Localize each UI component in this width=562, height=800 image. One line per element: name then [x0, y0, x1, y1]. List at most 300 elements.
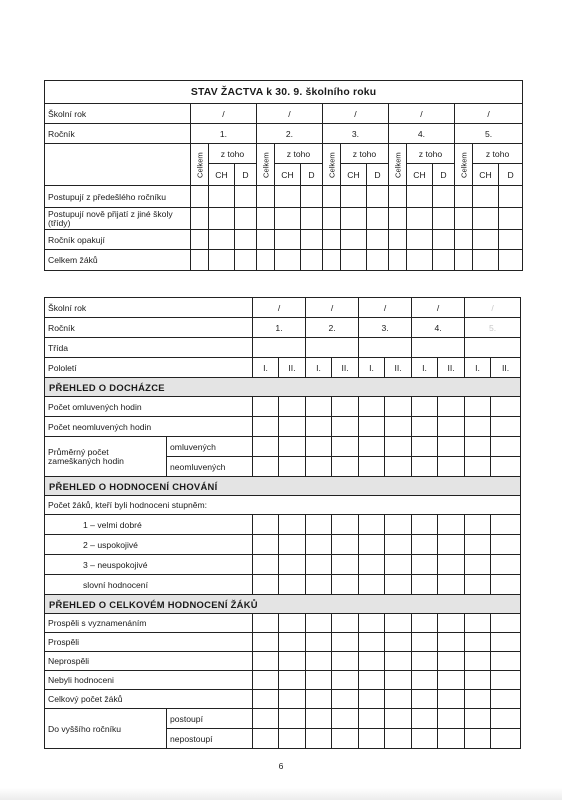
entry-cell[interactable] — [499, 250, 523, 271]
entry-cell[interactable] — [412, 457, 438, 477]
entry-cell[interactable] — [473, 208, 499, 230]
entry-cell[interactable] — [279, 633, 306, 652]
entry-cell[interactable] — [253, 515, 279, 535]
entry-cell[interactable] — [359, 535, 385, 555]
school-year-cell[interactable]: / — [253, 298, 306, 318]
entry-cell[interactable] — [385, 633, 412, 652]
entry-cell[interactable] — [359, 729, 385, 749]
entry-cell[interactable] — [253, 555, 279, 575]
entry-cell[interactable] — [407, 250, 433, 271]
entry-cell[interactable] — [385, 417, 412, 437]
entry-cell[interactable] — [438, 417, 465, 437]
entry-cell[interactable] — [385, 535, 412, 555]
entry-cell[interactable] — [433, 186, 455, 208]
entry-cell[interactable] — [306, 457, 332, 477]
entry-cell[interactable] — [359, 397, 385, 417]
entry-cell[interactable] — [341, 208, 367, 230]
grade-header: 1. — [253, 318, 306, 338]
entry-cell[interactable] — [257, 186, 275, 208]
entry-cell[interactable] — [279, 515, 306, 535]
ch-header: CH — [209, 164, 235, 186]
row-label: Celkový počet žáků — [45, 690, 253, 709]
entry-cell[interactable] — [306, 555, 332, 575]
entry-cell[interactable] — [455, 250, 473, 271]
row-label: Neprospěli — [45, 652, 253, 671]
entry-cell[interactable] — [491, 729, 521, 749]
entry-cell[interactable] — [412, 515, 438, 535]
entry-cell[interactable] — [275, 250, 301, 271]
entry-cell[interactable] — [332, 457, 359, 477]
entry-cell[interactable] — [438, 709, 465, 729]
entry-cell[interactable] — [385, 614, 412, 633]
entry-cell[interactable] — [438, 575, 465, 595]
entry-cell[interactable] — [367, 250, 389, 271]
grade-header: 3. — [359, 318, 412, 338]
entry-cell[interactable] — [465, 457, 491, 477]
ch-header: CH — [275, 164, 301, 186]
entry-cell[interactable] — [306, 614, 332, 633]
entry-cell[interactable] — [209, 208, 235, 230]
semester-i: I. — [412, 358, 438, 378]
entry-cell[interactable] — [491, 397, 521, 417]
entry-cell[interactable] — [235, 186, 257, 208]
page-edge-shadow — [0, 788, 562, 800]
entry-cell[interactable] — [465, 555, 491, 575]
entry-cell[interactable] — [465, 729, 491, 749]
entry-cell[interactable] — [389, 186, 407, 208]
entry-cell[interactable] — [465, 535, 491, 555]
row-label: Postupují nově přijatí z jiné školy (třídy) — [45, 208, 191, 230]
header-blank — [45, 144, 191, 186]
ch-header: CH — [341, 164, 367, 186]
entry-cell[interactable] — [433, 208, 455, 230]
d-header: D — [301, 164, 323, 186]
entry-cell[interactable] — [385, 575, 412, 595]
entry-cell[interactable] — [275, 208, 301, 230]
entry-cell[interactable] — [306, 690, 332, 709]
grade-label: Ročník — [45, 124, 191, 144]
row-sublabel: postoupí — [167, 709, 253, 729]
grade-header: 2. — [257, 124, 323, 144]
d-header: D — [433, 164, 455, 186]
entry-cell[interactable] — [332, 535, 359, 555]
entry-cell[interactable] — [499, 208, 523, 230]
entry-cell[interactable] — [499, 230, 523, 250]
entry-cell[interactable] — [253, 614, 279, 633]
entry-cell[interactable] — [279, 671, 306, 690]
school-year-cell[interactable]: / — [412, 298, 465, 318]
entry-cell[interactable] — [491, 555, 521, 575]
entry-cell[interactable] — [332, 633, 359, 652]
entry-cell[interactable] — [438, 397, 465, 417]
entry-cell[interactable] — [279, 652, 306, 671]
entry-cell[interactable] — [209, 250, 235, 271]
entry-cell[interactable] — [473, 250, 499, 271]
entry-cell[interactable] — [438, 652, 465, 671]
row-label: Postupují z předešlého ročníku — [45, 186, 191, 208]
entry-cell[interactable] — [465, 652, 491, 671]
celkem-header: Celkem — [257, 144, 275, 186]
row-label: Celkem žáků — [45, 250, 191, 271]
entry-cell[interactable] — [253, 729, 279, 749]
semester-ii: II. — [279, 358, 306, 378]
semester-i: I. — [465, 358, 491, 378]
semester-i: I. — [306, 358, 332, 378]
entry-cell[interactable] — [407, 186, 433, 208]
report-overview-table — [44, 297, 521, 749]
entry-cell[interactable] — [465, 575, 491, 595]
entry-cell[interactable] — [465, 671, 491, 690]
entry-cell[interactable] — [253, 652, 279, 671]
school-year-cell[interactable]: / — [257, 104, 323, 124]
entry-cell[interactable] — [491, 437, 521, 457]
attendance-section-header: PŘEHLED O DOCHÁZCE — [45, 378, 521, 397]
page-number: 6 — [278, 761, 284, 771]
entry-cell[interactable] — [491, 709, 521, 729]
entry-cell[interactable] — [367, 186, 389, 208]
row-sublabel: omluvených — [167, 437, 253, 457]
school-year-cell[interactable]: / — [306, 298, 359, 318]
row-label: 3 – neuspokojivé — [45, 555, 253, 575]
entry-cell[interactable] — [301, 208, 323, 230]
entry-cell[interactable] — [465, 417, 491, 437]
entry-cell[interactable] — [412, 671, 438, 690]
entry-cell[interactable] — [359, 671, 385, 690]
entry-cell[interactable] — [253, 417, 279, 437]
student-status-table — [44, 80, 523, 271]
entry-cell[interactable] — [412, 535, 438, 555]
entry-cell[interactable] — [438, 457, 465, 477]
entry-cell[interactable] — [257, 250, 275, 271]
entry-cell[interactable] — [438, 671, 465, 690]
entry-cell[interactable] — [412, 709, 438, 729]
celkem-header: Celkem — [191, 144, 209, 186]
entry-cell[interactable] — [253, 535, 279, 555]
entry-cell[interactable] — [235, 230, 257, 250]
entry-cell[interactable] — [465, 397, 491, 417]
entry-cell[interactable] — [412, 652, 438, 671]
school-year-cell[interactable]: / — [455, 104, 523, 124]
entry-cell[interactable] — [341, 186, 367, 208]
entry-cell[interactable] — [279, 555, 306, 575]
z-toho-header: z toho — [209, 144, 257, 164]
entry-cell[interactable] — [253, 671, 279, 690]
entry-cell[interactable] — [332, 709, 359, 729]
entry-cell[interactable] — [385, 457, 412, 477]
entry-cell[interactable] — [389, 208, 407, 230]
entry-cell[interactable] — [332, 690, 359, 709]
entry-cell[interactable] — [306, 709, 332, 729]
row-label: Prospěli — [45, 633, 253, 652]
celkem-header: Celkem — [389, 144, 407, 186]
entry-cell[interactable] — [385, 709, 412, 729]
table-title: STAV ŽACTVA k 30. 9. školního roku — [45, 81, 523, 104]
entry-cell[interactable] — [499, 186, 523, 208]
d-header: D — [235, 164, 257, 186]
entry-cell[interactable] — [191, 250, 209, 271]
entry-cell[interactable] — [253, 457, 279, 477]
entry-cell[interactable] — [306, 575, 332, 595]
entry-cell[interactable] — [367, 208, 389, 230]
semester-ii: II. — [332, 358, 359, 378]
overall-section-header: PŘEHLED O CELKOVÉM HODNOCENÍ ŽÁKŮ — [45, 595, 521, 614]
entry-cell[interactable] — [438, 614, 465, 633]
promotion-label: Do vyššího ročníku — [45, 709, 167, 749]
ch-header: CH — [407, 164, 433, 186]
semester-i: I. — [253, 358, 279, 378]
entry-cell[interactable] — [491, 614, 521, 633]
entry-cell[interactable] — [491, 515, 521, 535]
school-year-label: Školní rok — [45, 104, 191, 124]
entry-cell[interactable] — [323, 250, 341, 271]
entry-cell[interactable] — [323, 230, 341, 250]
entry-cell[interactable] — [385, 437, 412, 457]
entry-cell[interactable] — [438, 437, 465, 457]
class-cell[interactable] — [412, 338, 465, 358]
entry-cell[interactable] — [257, 230, 275, 250]
entry-cell[interactable] — [412, 690, 438, 709]
entry-cell[interactable] — [279, 709, 306, 729]
row-label: Počet omluvených hodin — [45, 397, 253, 417]
entry-cell[interactable] — [385, 397, 412, 417]
entry-cell[interactable] — [359, 437, 385, 457]
behavior-section-header: PŘEHLED O HODNOCENÍ CHOVÁNÍ — [45, 477, 521, 496]
class-cell[interactable] — [253, 338, 306, 358]
row-sublabel: neomluvených — [167, 457, 253, 477]
entry-cell[interactable] — [332, 575, 359, 595]
entry-cell[interactable] — [389, 250, 407, 271]
behavior-count-label: Počet žáků, kteří byli hodnoceni stupněm: — [45, 496, 521, 515]
entry-cell[interactable] — [491, 652, 521, 671]
semester-ii: II. — [491, 358, 521, 378]
school-year-label: Školní rok — [45, 298, 253, 318]
d-header: D — [367, 164, 389, 186]
entry-cell[interactable] — [275, 230, 301, 250]
entry-cell[interactable] — [279, 417, 306, 437]
entry-cell[interactable] — [412, 417, 438, 437]
row-label: Ročník opakují — [45, 230, 191, 250]
entry-cell[interactable] — [473, 230, 499, 250]
grade-header: 1. — [191, 124, 257, 144]
grade-header: 3. — [323, 124, 389, 144]
entry-cell[interactable] — [465, 709, 491, 729]
entry-cell[interactable] — [306, 729, 332, 749]
entry-cell[interactable] — [385, 690, 412, 709]
d-header: D — [499, 164, 523, 186]
row-label: Počet neomluvených hodin — [45, 417, 253, 437]
entry-cell[interactable] — [455, 230, 473, 250]
entry-cell[interactable] — [341, 230, 367, 250]
entry-cell[interactable] — [385, 515, 412, 535]
entry-cell[interactable] — [253, 709, 279, 729]
school-year-cell[interactable]: / — [465, 298, 521, 318]
entry-cell[interactable] — [412, 437, 438, 457]
entry-cell[interactable] — [385, 671, 412, 690]
entry-cell[interactable] — [455, 186, 473, 208]
grade-label: Ročník — [45, 318, 253, 338]
entry-cell[interactable] — [367, 230, 389, 250]
row-label: slovní hodnocení — [45, 575, 253, 595]
entry-cell[interactable] — [306, 671, 332, 690]
school-year-cell[interactable]: / — [191, 104, 257, 124]
entry-cell[interactable] — [253, 397, 279, 417]
entry-cell[interactable] — [279, 575, 306, 595]
entry-cell[interactable] — [465, 437, 491, 457]
entry-cell[interactable] — [455, 208, 473, 230]
entry-cell[interactable] — [359, 515, 385, 535]
entry-cell[interactable] — [275, 186, 301, 208]
entry-cell[interactable] — [465, 515, 491, 535]
entry-cell[interactable] — [359, 555, 385, 575]
entry-cell[interactable] — [279, 729, 306, 749]
grade-header: 5. — [455, 124, 523, 144]
grade-header: 5. — [465, 318, 521, 338]
entry-cell[interactable] — [332, 671, 359, 690]
entry-cell[interactable] — [412, 555, 438, 575]
semester-label: Pololetí — [45, 358, 253, 378]
celkem-header: Celkem — [323, 144, 341, 186]
entry-cell[interactable] — [491, 671, 521, 690]
grade-header: 4. — [389, 124, 455, 144]
entry-cell[interactable] — [279, 397, 306, 417]
entry-cell[interactable] — [438, 690, 465, 709]
grade-header: 2. — [306, 318, 359, 338]
class-cell[interactable] — [465, 338, 521, 358]
grade-header: 4. — [412, 318, 465, 338]
entry-cell[interactable] — [341, 250, 367, 271]
entry-cell[interactable] — [359, 575, 385, 595]
entry-cell[interactable] — [191, 208, 209, 230]
row-label: 2 – uspokojivé — [45, 535, 253, 555]
class-label: Třída — [45, 338, 253, 358]
entry-cell[interactable] — [412, 633, 438, 652]
class-cell[interactable] — [306, 338, 359, 358]
entry-cell[interactable] — [253, 690, 279, 709]
entry-cell[interactable] — [279, 457, 306, 477]
entry-cell[interactable] — [359, 614, 385, 633]
entry-cell[interactable] — [253, 437, 279, 457]
entry-cell[interactable] — [332, 652, 359, 671]
entry-cell[interactable] — [301, 186, 323, 208]
entry-cell[interactable] — [306, 652, 332, 671]
entry-cell[interactable] — [465, 633, 491, 652]
entry-cell[interactable] — [385, 555, 412, 575]
entry-cell[interactable] — [438, 555, 465, 575]
entry-cell[interactable] — [412, 729, 438, 749]
entry-cell[interactable] — [359, 633, 385, 652]
entry-cell[interactable] — [306, 397, 332, 417]
entry-cell[interactable] — [389, 230, 407, 250]
entry-cell[interactable] — [306, 535, 332, 555]
row-label: Prospěli s vyznamenáním — [45, 614, 253, 633]
class-cell[interactable] — [359, 338, 412, 358]
celkem-header: Celkem — [455, 144, 473, 186]
entry-cell[interactable] — [301, 230, 323, 250]
entry-cell[interactable] — [359, 417, 385, 437]
entry-cell[interactable] — [332, 437, 359, 457]
entry-cell[interactable] — [235, 208, 257, 230]
entry-cell[interactable] — [438, 633, 465, 652]
entry-cell[interactable] — [491, 575, 521, 595]
entry-cell[interactable] — [438, 729, 465, 749]
entry-cell[interactable] — [359, 457, 385, 477]
entry-cell[interactable] — [306, 437, 332, 457]
school-year-cell[interactable]: / — [323, 104, 389, 124]
entry-cell[interactable] — [332, 515, 359, 535]
entry-cell[interactable] — [438, 515, 465, 535]
entry-cell[interactable] — [412, 575, 438, 595]
entry-cell[interactable] — [359, 709, 385, 729]
entry-cell[interactable] — [209, 186, 235, 208]
entry-cell[interactable] — [323, 186, 341, 208]
entry-cell[interactable] — [438, 535, 465, 555]
entry-cell[interactable] — [279, 614, 306, 633]
entry-cell[interactable] — [306, 515, 332, 535]
avg-missed-label: Průměrný počet zameškaných hodin — [45, 437, 167, 477]
entry-cell[interactable] — [279, 535, 306, 555]
ch-header: CH — [473, 164, 499, 186]
entry-cell[interactable] — [385, 729, 412, 749]
entry-cell[interactable] — [407, 230, 433, 250]
entry-cell[interactable] — [257, 208, 275, 230]
entry-cell[interactable] — [332, 397, 359, 417]
entry-cell[interactable] — [332, 417, 359, 437]
row-label: Nebyli hodnoceni — [45, 671, 253, 690]
row-sublabel: nepostoupí — [167, 729, 253, 749]
row-label: 1 – velmi dobré — [45, 515, 253, 535]
entry-cell[interactable] — [359, 690, 385, 709]
entry-cell[interactable] — [412, 614, 438, 633]
entry-cell[interactable] — [412, 397, 438, 417]
entry-cell[interactable] — [491, 457, 521, 477]
entry-cell[interactable] — [465, 690, 491, 709]
entry-cell[interactable] — [253, 575, 279, 595]
entry-cell[interactable] — [491, 535, 521, 555]
entry-cell[interactable] — [491, 417, 521, 437]
school-year-cell[interactable]: / — [359, 298, 412, 318]
entry-cell[interactable] — [253, 633, 279, 652]
entry-cell[interactable] — [433, 230, 455, 250]
entry-cell[interactable] — [359, 652, 385, 671]
entry-cell[interactable] — [385, 652, 412, 671]
entry-cell[interactable] — [191, 186, 209, 208]
semester-ii: II. — [438, 358, 465, 378]
entry-cell[interactable] — [279, 437, 306, 457]
school-year-cell[interactable]: / — [389, 104, 455, 124]
entry-cell[interactable] — [332, 555, 359, 575]
entry-cell[interactable] — [332, 614, 359, 633]
entry-cell[interactable] — [491, 690, 521, 709]
entry-cell[interactable] — [491, 633, 521, 652]
entry-cell[interactable] — [301, 250, 323, 271]
entry-cell[interactable] — [306, 417, 332, 437]
entry-cell[interactable] — [235, 250, 257, 271]
entry-cell[interactable] — [433, 250, 455, 271]
semester-i: I. — [359, 358, 385, 378]
entry-cell[interactable] — [407, 208, 433, 230]
entry-cell[interactable] — [473, 186, 499, 208]
entry-cell[interactable] — [191, 230, 209, 250]
entry-cell[interactable] — [465, 614, 491, 633]
entry-cell[interactable] — [323, 208, 341, 230]
entry-cell[interactable] — [209, 230, 235, 250]
z-toho-header: z toho — [275, 144, 323, 164]
z-toho-header: z toho — [473, 144, 523, 164]
entry-cell[interactable] — [279, 690, 306, 709]
entry-cell[interactable] — [306, 633, 332, 652]
z-toho-header: z toho — [407, 144, 455, 164]
entry-cell[interactable] — [332, 729, 359, 749]
